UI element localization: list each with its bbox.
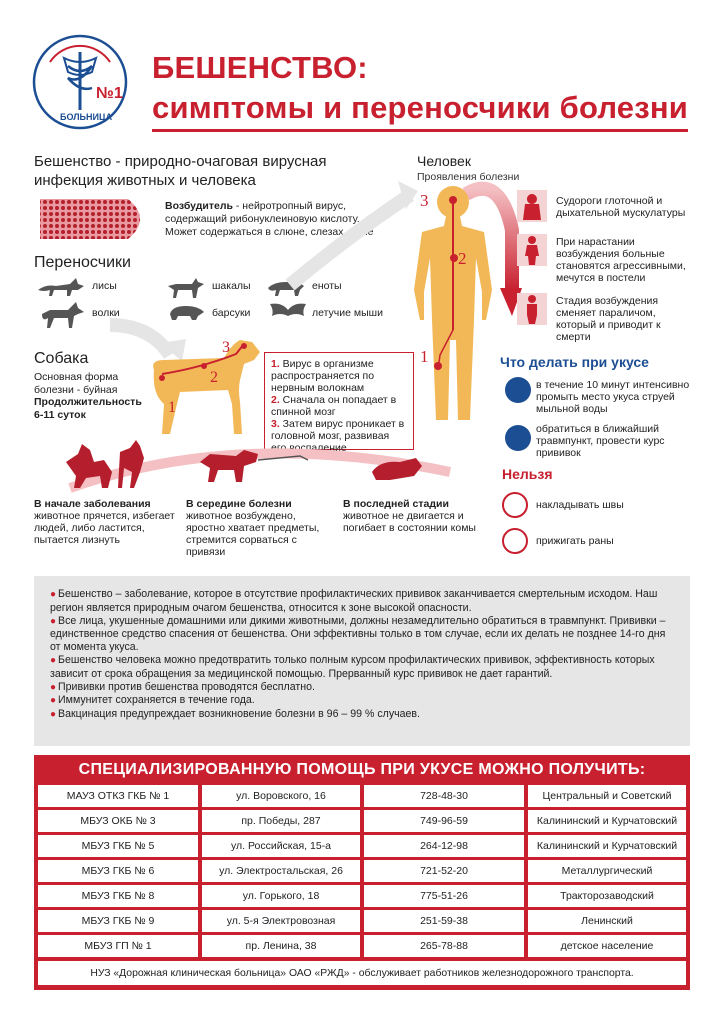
sitting-dog-icon (118, 440, 144, 488)
symptom-1: Судороги глоточной и дыхательной мускулатуры (556, 195, 686, 219)
table-row (38, 860, 686, 882)
intro-line-2: инфекция животных и человека (34, 172, 256, 189)
callout-item-1 (271, 358, 407, 394)
help-table (34, 755, 690, 990)
stage-late-text: животное не двигается и погибает в состоянии комы (343, 510, 476, 534)
table-row (38, 935, 686, 957)
carrier-fox-label: лисы (92, 280, 117, 292)
table-cell: 749-96-59 (364, 810, 524, 832)
human-subheading: Проявления болезни (417, 171, 520, 183)
table-cell: Ленинский (528, 910, 686, 932)
table-cell: МБУЗ ГП № 1 (38, 935, 198, 957)
throat-spasm-icon (517, 190, 547, 222)
dog-duration: Продолжительность 6-11 суток (34, 396, 142, 421)
what-to-do-item-1: в течение 10 минут интенсивно промыть место укуса струей мыльной воды (536, 379, 690, 415)
table-cell: МБУЗ ОКБ № 3 (38, 810, 198, 832)
table-cell: МБУЗ ГКБ № 6 (38, 860, 198, 882)
dog-description (34, 371, 154, 421)
page-title (152, 48, 688, 128)
paralysis-icon (517, 293, 547, 325)
logo-name: БОЛЬНИЦА (60, 112, 113, 122)
no-cauterize-icon (502, 528, 528, 554)
table-cell: МАУЗ ОТКЗ ГКБ № 1 (38, 785, 198, 807)
carrier-raccoon-label: еноты (312, 280, 342, 292)
table-cell: МБУЗ ГКБ № 5 (38, 835, 198, 857)
table-cell: 721-52-20 (364, 860, 524, 882)
hospital-logo (30, 32, 130, 132)
table-row (38, 835, 686, 857)
stage-late (343, 498, 493, 534)
carrier-wolf-label: волки (92, 307, 120, 319)
table-row (38, 910, 686, 932)
carrier-badger-label: барсуки (212, 307, 251, 319)
dog-point-1: 1 (168, 399, 176, 416)
callout-text-3: Затем вирус проникает в головной мозг, развивая его воспаление (271, 418, 405, 454)
human-point-3: 3 (420, 191, 429, 210)
callout-num-2: 2. (271, 394, 280, 406)
info-text-6: Вакцинация предупреждает возникновение болезни в 96 – 99 % случаев. (58, 708, 420, 721)
logo-number: №1 (96, 85, 123, 102)
human-heading: Человек (417, 153, 471, 169)
dog-point-2: 2 (210, 369, 218, 386)
no-stitches-icon (502, 492, 528, 518)
table-cell: ул. Электростальская, 26 (202, 860, 360, 882)
info-text-4: Прививки против бешенства проводятся бесплатно. (58, 680, 315, 693)
forbidden-heading: Нельзя (502, 466, 553, 482)
dog-point-3: 3 (222, 339, 230, 356)
table-cell: 265-78-88 (364, 935, 524, 957)
forbidden-item-1: накладывать швы (536, 499, 624, 511)
info-text-1: Бешенство – заболевание, которое в отсутствие профилактических прививок заканчивается смертельным исходом. Наш регион является природным очагом бешенства, относится к зоне высокой опасности. (50, 588, 658, 614)
carrier-bat-label: летучие мыши (312, 307, 383, 319)
carrier-jackal-label: шакалы (212, 280, 251, 292)
dog-form: Основная форма болезни - буйная (34, 371, 119, 396)
forbidden-item-2: прижигать раны (536, 535, 614, 547)
symptom-2: При нарастании возбуждения больные становятся агрессивными, мечутся в постели (556, 236, 686, 284)
stage-early-text: животное прячется, избегает людей, либо ластится, пытается лизнуть (34, 510, 175, 546)
stage-early-title: В начале заболевания (34, 498, 151, 510)
info-block (34, 576, 690, 746)
dog-heading: Собака (34, 350, 89, 367)
pathogen-text: - нейротропный вирус, содержащий рибонуклеиновую кислоту. Может содержаться в слюне, слезах, моче (165, 200, 374, 238)
table-cell: пр. Победы, 287 (202, 810, 360, 832)
intro-line-1: Бешенство - природно-очаговая вирусная (34, 153, 327, 170)
info-text-2: Все лица, укушенные домашними или дикими животными, должны незамедлительно обратиться в травмпункт. Прививки – единственное средство спасения от бешенства. Они эффективны только в том случае, если их делать не позднее 14-го дня от момента укуса. (50, 614, 666, 654)
info-item-6: ● Вакцинация предупреждает возникновение болезни в 96 – 99 % случаев. (50, 708, 420, 721)
table-row (38, 785, 686, 807)
help-table-heading: СПЕЦИАЛИЗИРОВАННУЮ ПОМОЩЬ ПРИ УКУСЕ МОЖНО ПОЛУЧИТЬ: (78, 761, 646, 778)
callout-num-1: 1. (271, 358, 280, 370)
table-row (38, 810, 686, 832)
symptom-3: Стадия возбуждения сменяет параличом, который и приводит к смерти (556, 295, 661, 343)
carriers-heading: Переносчики (34, 254, 131, 271)
stage-middle-title: В середине болезни (186, 498, 292, 510)
fox-icon (36, 276, 86, 298)
agitation-icon (517, 234, 547, 266)
info-item-3: ● Бешенство человека можно предотвратить только полным курсом профилактических прививок, эффективность которых зависит от срока обращения за медицинской помощью. Прерванный курс прививок не дает гарантий. (50, 653, 655, 680)
table-cell: ул. Горького, 18 (202, 885, 360, 907)
info-item-1: ● Бешенство – заболевание, которое в отсутствие профилактических прививок заканчивается смертельным исходом. Наш регион является природным очагом бешенства, относится к зоне высокой опасности. (50, 588, 658, 614)
stage-late-title: В последней стадии (343, 498, 449, 510)
title-divider (152, 129, 688, 132)
table-cell: 251-59-38 (364, 910, 524, 932)
disease-stages-illustration (60, 432, 460, 494)
table-cell: Металлургический (528, 860, 686, 882)
info-item-4: ● Прививки против бешенства проводятся бесплатно. (50, 680, 315, 693)
human-body-illustration (398, 180, 508, 430)
vaccine-icon (505, 425, 531, 451)
human-point-1: 1 (420, 347, 429, 366)
table-cell: 728-48-30 (364, 785, 524, 807)
table-cell: МБУЗ ГКБ № 9 (38, 910, 198, 932)
info-item-5: ● Иммунитет сохраняется в течение года. (50, 694, 255, 707)
info-text-5: Иммунитет сохраняется в течение года. (58, 694, 255, 707)
pathogen-label: Возбудитель (165, 200, 233, 212)
callout-num-3: 3. (271, 418, 280, 430)
table-cell: Калининский и Курчатовский (528, 835, 686, 857)
what-to-do-item-2: обратиться в ближайший травмпункт, провести курс прививок (536, 423, 665, 459)
table-cell: Тракторозаводский (528, 885, 686, 907)
table-cell: детское население (528, 935, 686, 957)
callout-item-2 (271, 394, 407, 418)
wolf-icon (38, 300, 86, 330)
table-cell: Центральный и Советский (528, 785, 686, 807)
table-footer: НУЗ «Дорожная клиническая больница» ОАО «РЖД» - обслуживает работников железнодорожного транспорта. (38, 961, 686, 985)
stage-middle (186, 498, 336, 558)
title-line-2: симптомы и переносчики болезни (152, 90, 689, 125)
table-row (38, 885, 686, 907)
table-cell: пр. Ленина, 38 (202, 935, 360, 957)
stage-middle-text: животное возбуждено, яростно хватает предметы, стремится сорваться с привязи (186, 510, 320, 558)
table-cell: 264-12-98 (364, 835, 524, 857)
info-item-2: ● Все лица, укушенные домашними или дикими животными, должны незамедлительно обратиться в травмпункт. Прививки – единственное средство спасения от бешенства. Они эффективны только в том случае, если их делать не позднее 14-го дня от момента укуса. (50, 614, 666, 654)
wash-wound-icon (505, 377, 531, 403)
table-cell: 775-51-26 (364, 885, 524, 907)
table-cell: ул. 5-я Электровозная (202, 910, 360, 932)
table-cell: ул. Воровского, 16 (202, 785, 360, 807)
dog-illustration (140, 330, 270, 440)
what-to-do-heading: Что делать при укусе (500, 354, 649, 370)
table-cell: МБУЗ ГКБ № 8 (38, 885, 198, 907)
human-point-2: 2 (458, 249, 467, 268)
callout-text-1: Вирус в организме распространяется по нервным волокнам (271, 358, 375, 394)
info-text-3: Бешенство человека можно предотвратить только полным курсом профилактических прививок, эффективность которых зависит от срока обращения за медицинской помощью. Прерванный курс прививок не дает гарантий. (50, 653, 655, 680)
callout-text-2: Сначала он попадает в спинной мозг (271, 394, 397, 418)
table-cell: ул. Российская, 15-а (202, 835, 360, 857)
table-cell: Калининский и Курчатовский (528, 810, 686, 832)
title-line-1: БЕШЕНСТВО: (152, 50, 368, 85)
stage-early (34, 498, 184, 546)
